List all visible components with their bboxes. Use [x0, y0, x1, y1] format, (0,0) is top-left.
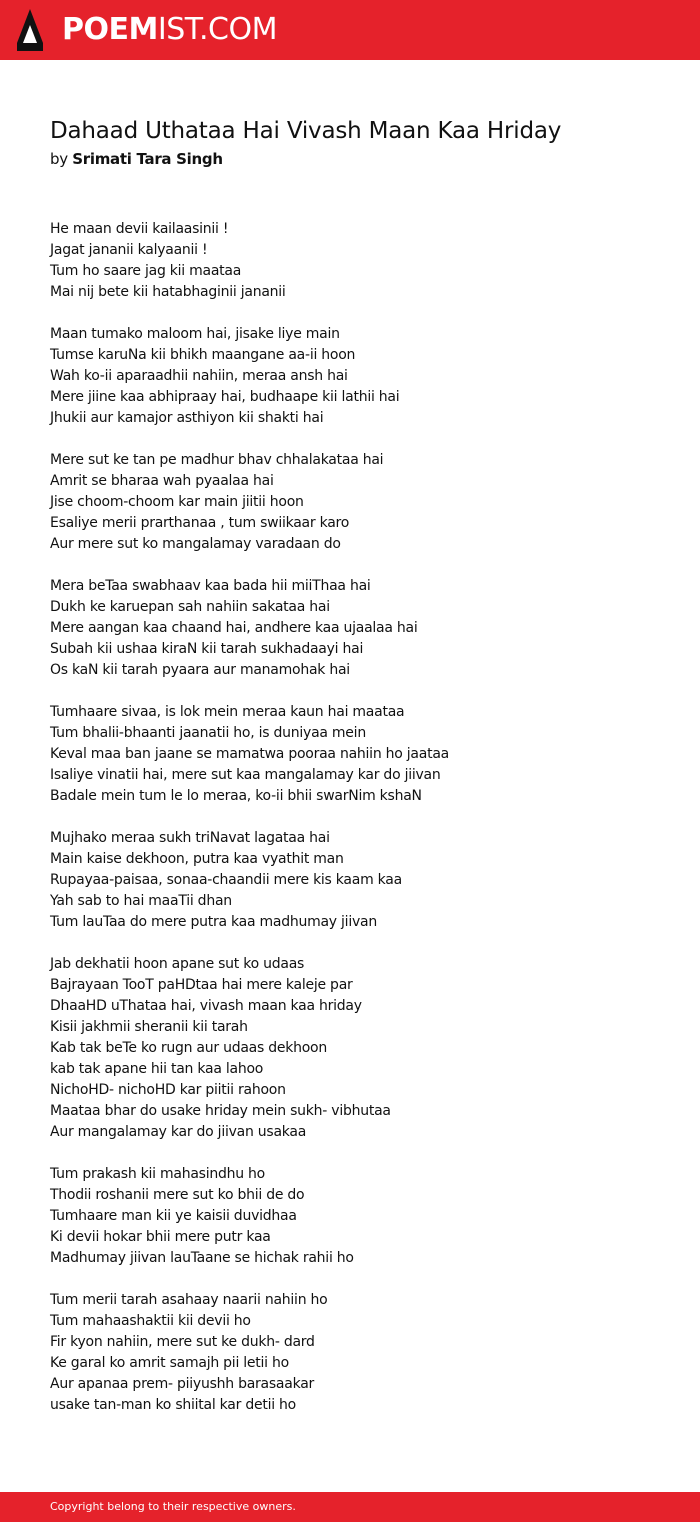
poem-line: Wah ko-ii aparaadhii nahiin, meraa ansh hai: [50, 368, 348, 384]
poem-line: Main kaise dekhoon, putra kaa vyathit man: [50, 851, 344, 867]
stanza: [50, 954, 670, 1143]
by-label: by: [50, 150, 68, 168]
poem-line: Tum prakash kii mahasindhu ho: [50, 1166, 265, 1182]
poem-line: Isaliye vinatii hai, mere sut kaa mangalamay kar do jiivan: [50, 767, 441, 783]
poem-line: Mai nij bete kii hatabhaginii jananii: [50, 284, 286, 300]
poem-line: Maan tumako maloom hai, jisake liye main: [50, 326, 340, 342]
poem-line: Tum bhalii-bhaanti jaanatii ho, is duniyaa mein: [50, 725, 366, 741]
poem-line: Os kaN kii tarah pyaara aur manamohak hai: [50, 662, 350, 678]
author-name: Srimati Tara Singh: [72, 150, 223, 168]
poem-line: DhaaHD uThataa hai, vivash maan kaa hriday: [50, 998, 362, 1014]
copyright-notice: Copyright belong to their respective owners.: [50, 1500, 296, 1513]
poem-line: Mere sut ke tan pe madhur bhav chhalakataa hai: [50, 452, 384, 468]
stanza: [50, 1164, 670, 1269]
site-header: [0, 0, 700, 60]
byline: [50, 148, 223, 170]
poem-line: Mere aangan kaa chaand hai, andhere kaa ujaalaa hai: [50, 620, 418, 636]
poem-line: Tumhaare man kii ye kaisii duvidhaa: [50, 1208, 297, 1224]
stanza: [50, 324, 670, 429]
poem-line: Jise choom-choom kar main jiitii hoon: [50, 494, 304, 510]
poem-line: Ki devii hokar bhii mere putr kaa: [50, 1229, 271, 1245]
stanza: [50, 219, 670, 303]
poem-line: Tum merii tarah asahaay naarii nahiin ho: [50, 1292, 328, 1308]
poem-line: Aur mangalamay kar do jiivan usakaa: [50, 1124, 307, 1140]
logo-light-text: IST.COM: [157, 12, 277, 47]
poem-line: Jagat jananii kalyaanii !: [50, 242, 208, 258]
poem-line: Amrit se bharaa wah pyaalaa hai: [50, 473, 274, 489]
stanza: [50, 450, 670, 555]
poem-line: Bajrayaan TooT paHDtaa hai mere kaleje par: [50, 977, 353, 993]
poem-line: Esaliye merii prarthanaa , tum swiikaar karo: [50, 515, 350, 531]
site-logo[interactable]: [62, 11, 277, 49]
poem-line: Kab tak beTe ko rugn aur udaas dekhoon: [50, 1040, 327, 1056]
poem-line: Jab dekhatii hoon apane sut ko udaas: [50, 956, 305, 972]
poem-line: Badale mein tum le lo meraa, ko-ii bhii swarNim kshaN: [50, 788, 422, 804]
poem-line: kab tak apane hii tan kaa lahoo: [50, 1061, 264, 1077]
poem-line: Tum mahaashaktii kii devii ho: [50, 1313, 251, 1329]
poem-line: Madhumay jiivan lauTaane se hichak rahii ho: [50, 1250, 354, 1266]
poem-line: Keval maa ban jaane se mamatwa pooraa nahiin ho jaataa: [50, 746, 449, 762]
site-footer: [0, 1492, 700, 1522]
poem-line: Aur apanaa prem- piiyushh barasaakar: [50, 1376, 315, 1392]
stanza: [50, 1290, 670, 1416]
poem-line: Fir kyon nahiin, mere sut ke dukh- dard: [50, 1334, 315, 1350]
poem-line: Kisii jakhmii sheranii kii tarah: [50, 1019, 248, 1035]
poem-line: Yah sab to hai maaTii dhan: [50, 893, 232, 909]
poem-line: Mujhako meraa sukh triNavat lagataa hai: [50, 830, 330, 846]
stanza: [50, 576, 670, 681]
poem-line: Mera beTaa swabhaav kaa bada hii miiThaa hai: [50, 578, 371, 594]
poem-line: Mere jiine kaa abhipraay hai, budhaape kii lathii hai: [50, 389, 400, 405]
poem-line: Tum lauTaa do mere putra kaa madhumay jiivan: [50, 914, 377, 930]
stanza: [50, 702, 670, 807]
poem-line: Dukh ke karuepan sah nahiin sakataa hai: [50, 599, 330, 615]
poem-line: Tum ho saare jag kii maataa: [50, 263, 242, 279]
pencil-tip-icon: [17, 9, 43, 51]
stanza: [50, 828, 670, 933]
poem-line: Tumse karuNa kii bhikh maangane aa-ii hoon: [50, 347, 356, 363]
poem-line: usake tan-man ko shiital kar detii ho: [50, 1397, 296, 1413]
poem-line: Rupayaa-paisaa, sonaa-chaandii mere kis kaam kaa: [50, 872, 402, 888]
poem-line: Thodii roshanii mere sut ko bhii de do: [50, 1187, 305, 1203]
poem-line: Subah kii ushaa kiraN kii tarah sukhadaayi hai: [50, 641, 364, 657]
poem-line: Jhukii aur kamajor asthiyon kii shakti hai: [50, 410, 324, 426]
poem-line: He maan devii kailaasinii !: [50, 221, 229, 237]
poem-line: Ke garal ko amrit samajh pii letii ho: [50, 1355, 289, 1371]
poem-body: [50, 219, 670, 1437]
poem-line: Maataa bhar do usake hriday mein sukh- vibhutaa: [50, 1103, 391, 1119]
poem-line: NichoHD- nichoHD kar piitii rahoon: [50, 1082, 286, 1098]
poem-line: Aur mere sut ko mangalamay varadaan do: [50, 536, 341, 552]
poem-title: Dahaad Uthataa Hai Vivash Maan Kaa Hriday: [50, 118, 562, 144]
logo-bold-text: POEM: [62, 12, 158, 47]
poem-line: Tumhaare sivaa, is lok mein meraa kaun hai maataa: [50, 704, 405, 720]
